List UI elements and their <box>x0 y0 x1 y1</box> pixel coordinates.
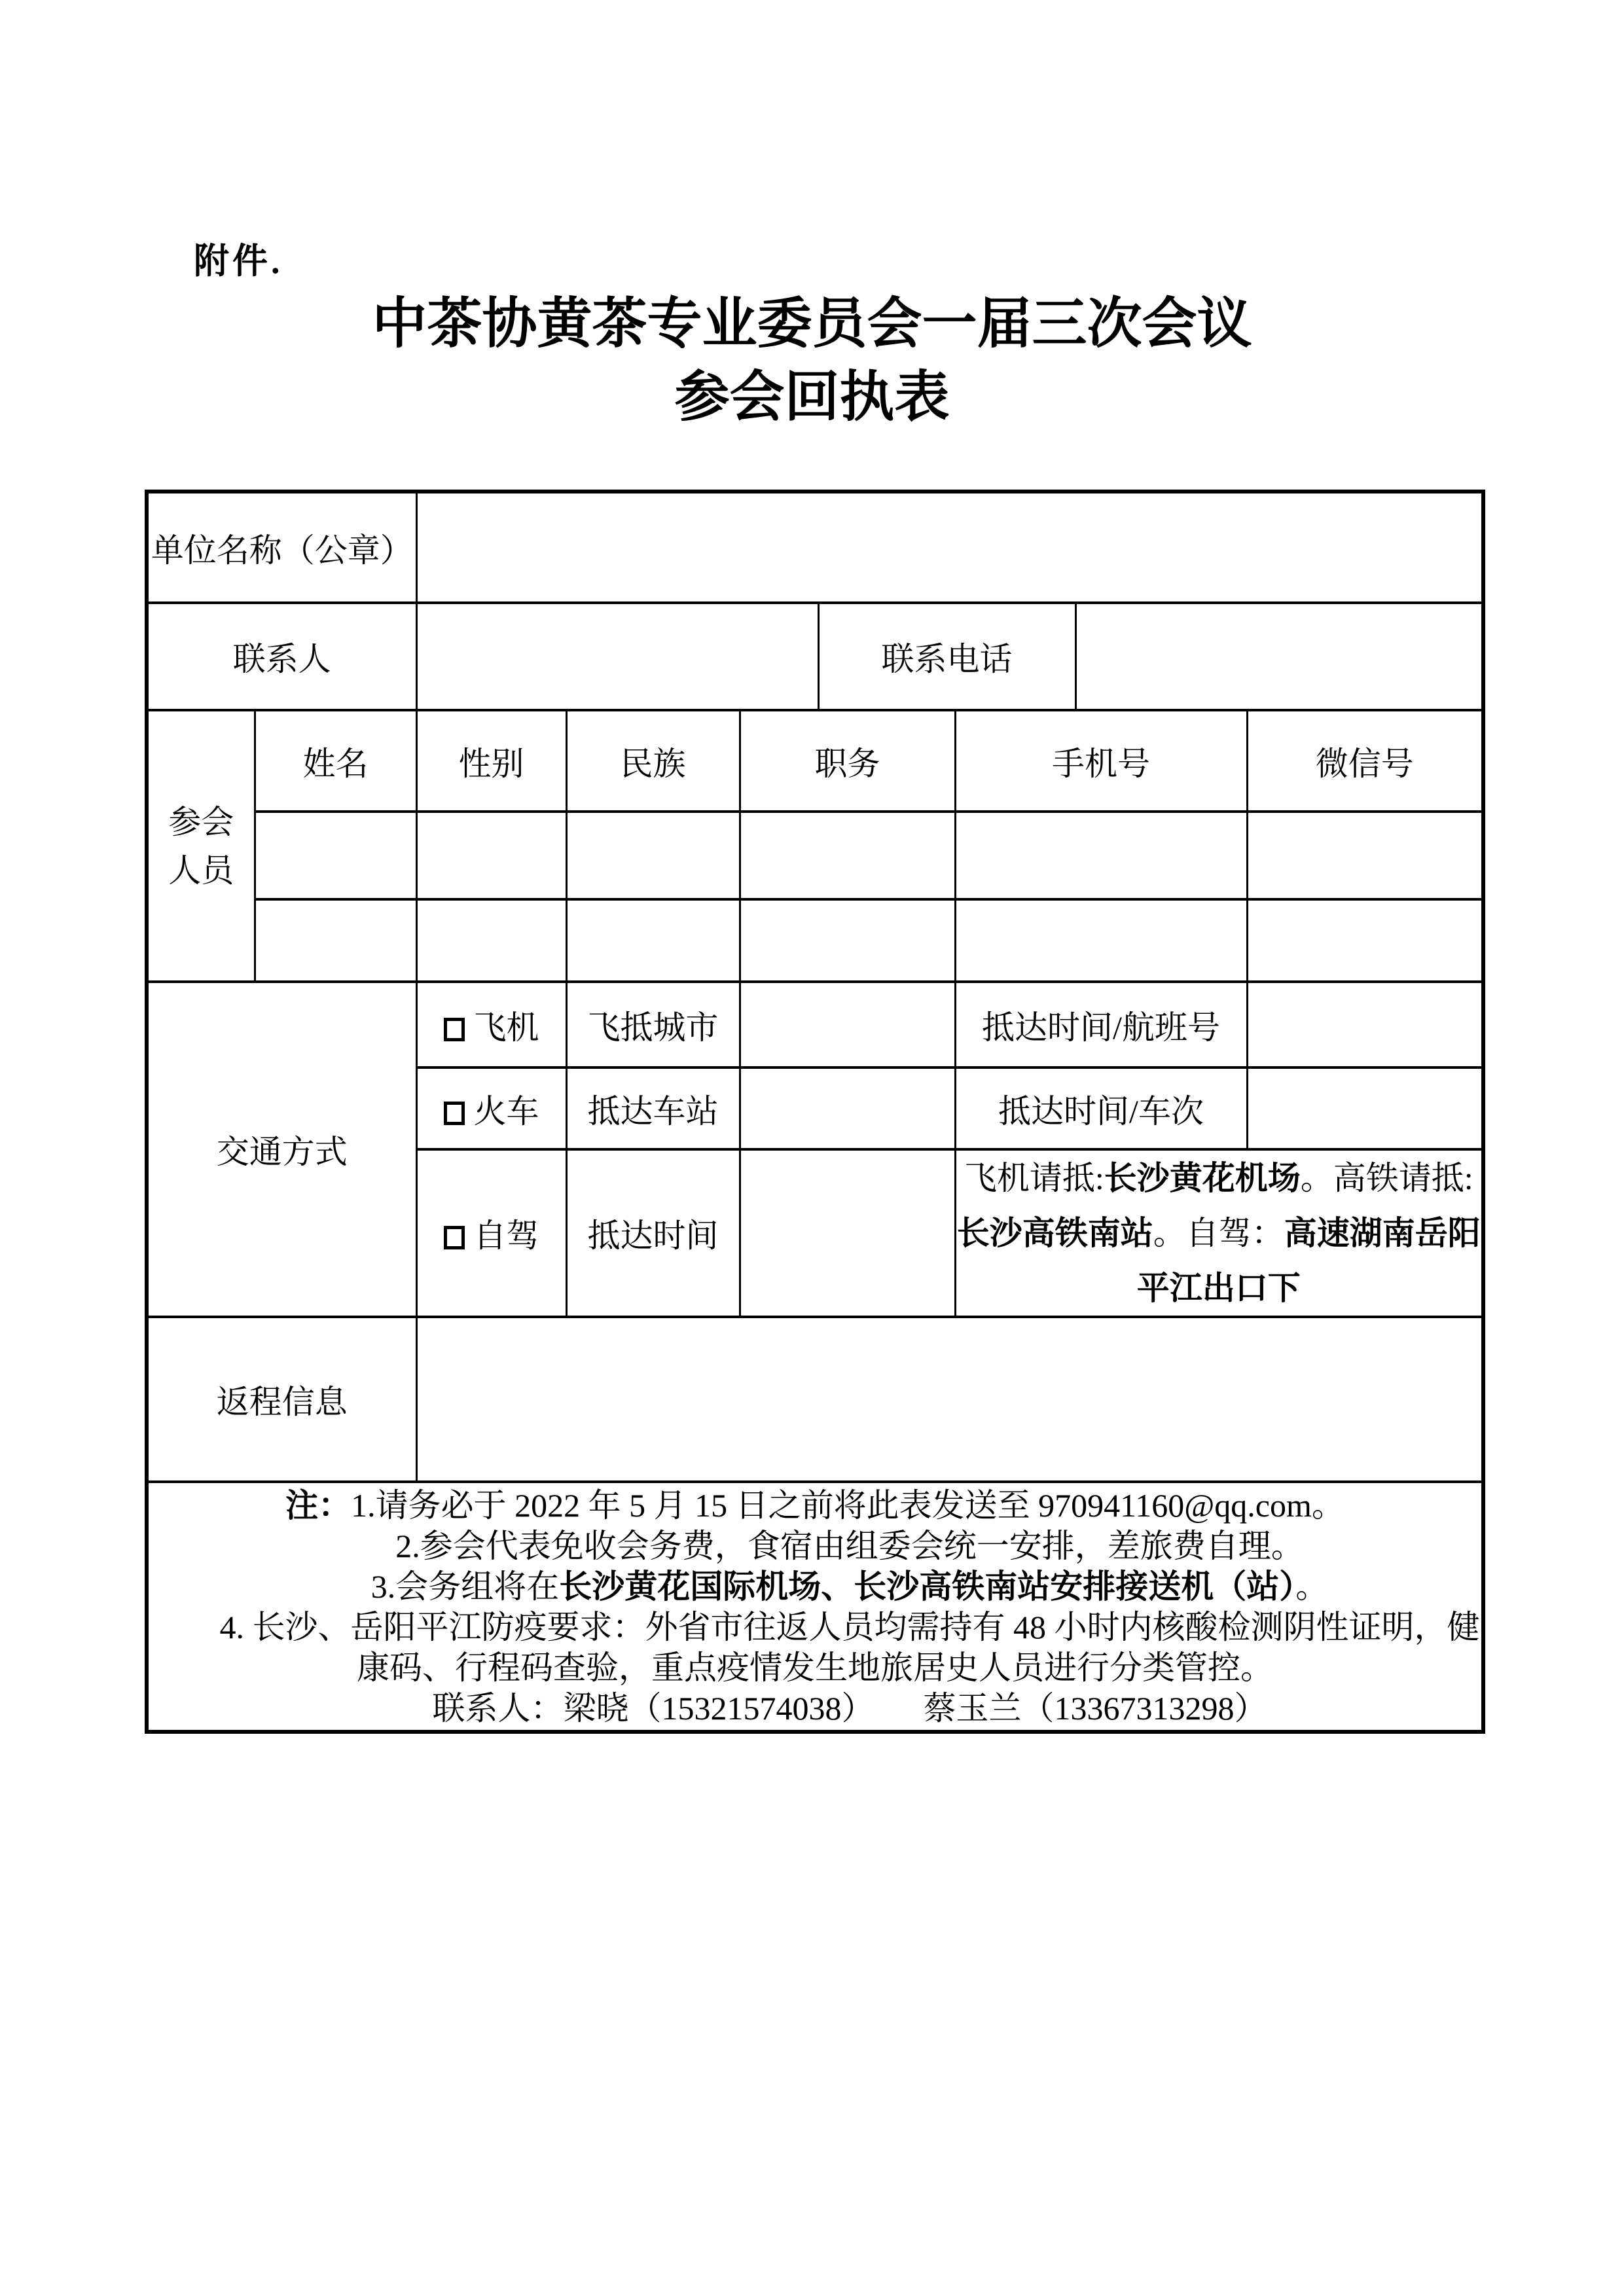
note-1: 注：1.请务必于 2022 年 5 月 15 日之前将此表发送至 970941160@qq.com。 <box>285 1486 1344 1524</box>
notes-cell <box>147 1482 1483 1732</box>
participant-row <box>147 812 1483 899</box>
participants-label-cell <box>147 710 255 982</box>
flight-time-label-cell: 抵达时间/航班号 <box>955 982 1247 1067</box>
train-checkbox-cell <box>416 1067 566 1149</box>
arrival-instructions-seg3: 。高铁请抵: <box>1300 1160 1473 1196</box>
participant-name-input-cell[interactable] <box>255 899 416 982</box>
participant-header-mobile: 手机号 <box>955 710 1247 812</box>
registration-form-table <box>145 490 1485 1734</box>
attachment-label: 附件. <box>194 242 283 281</box>
arrival-time-label-cell: 抵达时间 <box>566 1149 740 1317</box>
arrival-highway-exit-bold: 高速湖南岳阳平江出口下 <box>1136 1215 1481 1306</box>
note-2: 2.参会代表免收会务费，食宿由组委会统一安排，差旅费自理。 <box>395 1527 1304 1564</box>
return-info-label-cell: 返程信息 <box>147 1317 416 1482</box>
note-3: 3.会务组将在长沙黄花国际机场、长沙高铁南站安排接送机（站）。 <box>370 1568 1329 1605</box>
arrival-city-label-cell: 飞抵城市 <box>566 982 740 1067</box>
participant-mobile-input-cell[interactable] <box>955 899 1247 982</box>
arrival-instructions-seg5: 。自驾： <box>1153 1215 1284 1251</box>
transport-label-cell: 交通方式 <box>147 982 416 1317</box>
self-drive-checkbox-cell <box>416 1149 566 1317</box>
self-drive-checkbox[interactable] <box>444 1226 465 1249</box>
arrival-airport-bold: 长沙黄花机场 <box>1104 1160 1301 1196</box>
participant-header-wechat: 微信号 <box>1247 710 1483 812</box>
participants-label-line2: 人员 <box>168 852 234 889</box>
participant-wechat-input-cell[interactable] <box>1247 899 1483 982</box>
arrival-time-input-cell[interactable] <box>740 1149 955 1317</box>
participant-header-name: 姓名 <box>255 710 416 812</box>
note-label: 注： <box>285 1486 352 1524</box>
train-time-input-cell[interactable] <box>1247 1067 1483 1149</box>
page-title-line1: 中茶协黄茶专业委员会一届三次会议 <box>372 293 1252 354</box>
train-checkbox-label: 火车 <box>473 1092 539 1130</box>
participant-gender-input-cell[interactable] <box>416 899 566 982</box>
flight-time-input-cell[interactable] <box>1247 982 1483 1067</box>
unit-name-label-cell: 单位名称（公章） <box>147 492 416 603</box>
participant-ethnicity-input-cell[interactable] <box>566 899 740 982</box>
participants-label-line1: 参会 <box>168 803 234 840</box>
contact-person-label-cell: 联系人 <box>147 603 416 710</box>
participant-row <box>147 899 1483 982</box>
participant-position-input-cell[interactable] <box>740 812 955 899</box>
contact-person-input-cell[interactable] <box>416 603 818 710</box>
arrival-station-label-cell: 抵达车站 <box>566 1067 740 1149</box>
contact-phone-label-cell: 联系电话 <box>818 603 1075 710</box>
contacts-line: 联系人：梁晓（15321574038） 蔡玉兰（13367313298） <box>432 1689 1267 1727</box>
participant-mobile-input-cell[interactable] <box>955 812 1247 899</box>
arrival-instructions-seg1: 飞机请抵: <box>964 1160 1104 1196</box>
airplane-checkbox-label: 飞机 <box>473 1009 539 1046</box>
page-title-line2: 参会回执表 <box>674 366 950 427</box>
train-time-label-cell: 抵达时间/车次 <box>955 1067 1247 1149</box>
note-4: 4. 长沙、岳阳平江防疫要求：外省市往返人员均需持有 48 小时内核酸检测阴性证明，健康码、行程码查验，重点疫情发生地旅居史人员进行分类管控。 <box>219 1608 1480 1686</box>
note-3-bold: 长沙黄花国际机场、长沙高铁南站安排接送机（站） <box>559 1568 1296 1605</box>
arrival-rail-station-bold: 长沙高铁南站 <box>956 1215 1153 1251</box>
airplane-checkbox-cell <box>416 982 566 1067</box>
participant-position-input-cell[interactable] <box>740 899 955 982</box>
participant-header-position: 职务 <box>740 710 955 812</box>
page-title <box>0 287 1624 433</box>
participant-ethnicity-input-cell[interactable] <box>566 812 740 899</box>
unit-name-input-cell[interactable] <box>416 492 1483 603</box>
airplane-checkbox[interactable] <box>444 1018 465 1041</box>
participant-gender-input-cell[interactable] <box>416 812 566 899</box>
contact-phone-input-cell[interactable] <box>1075 603 1483 710</box>
arrival-instructions-cell <box>955 1149 1483 1317</box>
arrival-city-input-cell[interactable] <box>740 982 955 1067</box>
participant-header-ethnicity: 民族 <box>566 710 740 812</box>
participant-name-input-cell[interactable] <box>255 812 416 899</box>
train-checkbox[interactable] <box>444 1102 465 1125</box>
self-drive-checkbox-label: 自驾 <box>473 1217 539 1254</box>
arrival-station-input-cell[interactable] <box>740 1067 955 1149</box>
return-info-input-cell[interactable] <box>416 1317 1483 1482</box>
participant-wechat-input-cell[interactable] <box>1247 812 1483 899</box>
participant-header-gender: 性别 <box>416 710 566 812</box>
